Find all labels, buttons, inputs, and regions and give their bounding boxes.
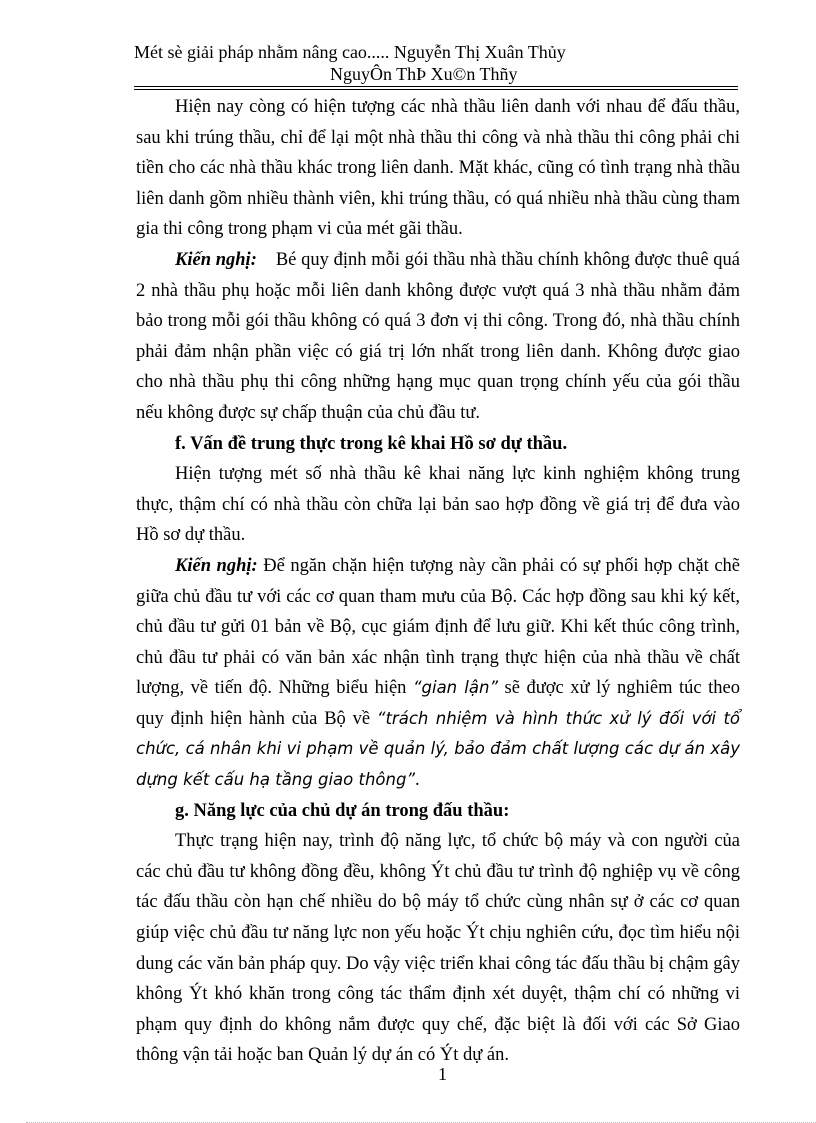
paragraph-recommendation-1	[136, 245, 740, 429]
sentence-end: .	[415, 770, 420, 791]
recommendation-text-cont: sẽ được xử lý nghiêm túc theo quy định hiện hành của Bộ về	[136, 678, 741, 729]
header-rule-bottom	[134, 89, 738, 90]
section-heading-g: g. Năng lực của chủ dự án trong đấu thầu:	[175, 800, 510, 821]
paragraph-investor-capacity: Thực trạng hiện nay, trình độ năng lực, tổ chức bộ máy và con người của các chủ đầu tư không đồng đều, không Ýt chủ đầu tư trình độ nghiệp vụ về công tác đấu thầu còn hạn chế nhiều do bộ máy tổ chức cùng nhân sự ở các cơ quan giúp việc chủ đầu tư năng lực non yếu hoặc Ýt chịu nghiên cứu, đọc tìm hiểu nội dung các văn bản pháp quy. Do vậy việc triển khai công tác đấu thầu bị chậm gây không Ýt khó khăn trong công tác thẩm định xét duyệt, thậm chí có những vi phạm quy định do không nắm được quy chế, đặc biệt là đối với các Sở Giao thông vận tải hoặc ban Quản lý dự án có Ýt dự án.	[136, 831, 740, 1066]
paragraph-dishonest-declaration: Hiện tượng mét số nhà thầu kê khai năng lực kinh nghiệm không trung thực, thậm chí có nhà thầu còn chữa lại bản sao hợp đồng về giá trị để đưa vào Hồ sơ dự thầu.	[136, 464, 740, 546]
recommendation-label: Kiến nghị:	[175, 555, 258, 576]
running-header-title: Mét sè giải pháp nhằm nâng cao..... Nguyễn Thị Xuân Thủy	[134, 42, 566, 62]
document-body	[136, 92, 740, 1071]
header-rule-top	[134, 86, 738, 87]
running-header-author: NguyÔn ThÞ Xu©n Thñy	[330, 64, 518, 84]
quote-fraud: “gian lận”	[412, 678, 498, 698]
quote-regulation: “trách nhiệm và hình thức xử lý đối với tổ chức, cá nhân khi vi phạm về quản lý, bảo đảm chất lượng các dự án xây dựng kết cấu hạ tầng giao thông”	[136, 708, 741, 790]
paragraph-recommendation-2	[136, 551, 740, 796]
page-number: 1	[438, 1064, 447, 1084]
paragraph-bid-consortium: Hiện nay còng có hiện tượng các nhà thầu liên danh với nhau để đấu thầu, sau khi trúng thầu, chỉ để lại một nhà thầu thi công và nhà thầu thi công phải chi tiền cho các nhà thầu khác trong liên danh. Mặt khác, cũng có tình trạng nhà thầu liên danh gồm nhiều thành viên, khi trúng thầu, có quá nhiều nhà thầu cùng tham gia thi công trong phạm vi của mét gãi thầu.	[136, 97, 740, 240]
recommendation-text: Để ngăn chặn hiện tượng này cần phải có sự phối hợp chặt chẽ giữa chủ đầu tư với các cơ quan tham mưu của Bộ. Các hợp đồng sau khi ký kết, chủ đầu tư gửi 01 bản về Bộ, cục giám định để lưu giữ. Khi kết thúc công trình, chủ đầu tư phải có văn bản xác nhận tình trạng thực hiện của nhà thầu về chất lượng, về tiến độ. Những biểu hiện	[136, 555, 741, 699]
recommendation-text: Bé quy định mỗi gói thầu nhà thầu chính không được thuê quá 2 nhà thầu phụ hoặc mỗi liên danh không được vượt quá 3 nhà thầu nhằm đảm bảo trong mỗi gói thầu không có quá 3 đơn vị thi công. Trong đó, nhà thầu chính phải đảm nhận phần việc có giá trị lớn nhất trong liên danh. Không được giao cho nhà thầu phụ thi công những hạng mục quan trọng chính yếu của gói thầu nếu không được sự chấp thuận của chủ đầu tư.	[136, 249, 740, 423]
recommendation-label: Kiến nghị:	[175, 249, 257, 270]
section-heading-f: f. Vấn đề trung thực trong kê khai Hồ sơ dự thầu.	[175, 433, 568, 454]
